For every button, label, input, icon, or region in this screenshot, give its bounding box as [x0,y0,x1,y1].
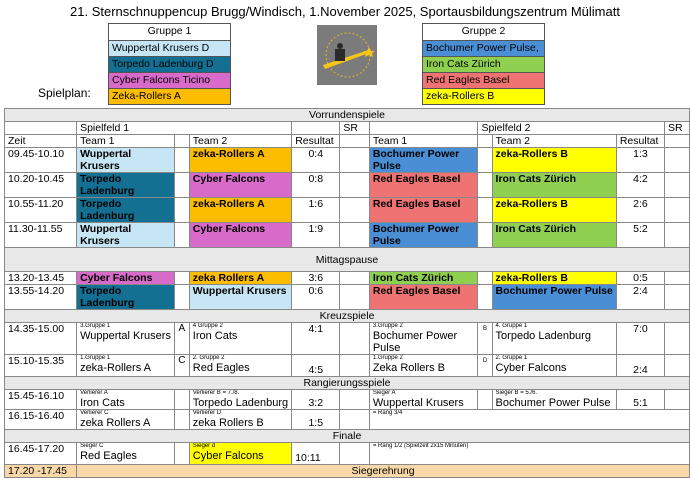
seed-note: Sieger A [372,390,396,396]
match-time: 10.55-11.20 [5,198,77,223]
match-result: 7:0 [616,323,664,355]
seed-note: 3.Gruppe 1 [80,323,111,329]
match-team: Zeka Rollers B [372,362,445,374]
resultat-header: Resultat [292,135,340,148]
seed-note: 4. Gruppe 1 [495,323,528,329]
group-1-box [108,23,231,105]
match-team: Wuppertal Krusers [80,330,171,342]
match-team: Torpedo Ladenburg [192,397,289,409]
match-time: 15.45-16.10 [5,390,77,410]
match-time: 16.15-16.40 [5,410,77,430]
team2-header: Team 2 [189,135,291,148]
seed-note: 2. Gruppe 1 [495,355,528,361]
match-result: 4:2 [616,173,664,198]
page-title: 21. Sternschnuppencup Brugg/Windisch, 1.November 2025, Sportausbildungszentrum Mülimatt [70,4,620,19]
spielplan-label: Spielplan: [38,86,91,100]
match-time: 11.30-11.55 [5,223,77,248]
match-team: Torpedo Ladenburg [77,198,175,223]
resultat-header: Resultat [616,135,664,148]
match-result: 5:2 [616,223,664,248]
table-row [5,148,690,173]
match-team: zeka Rollers A [80,417,151,429]
match-result: 1:3 [616,148,664,173]
match-code: B [478,323,492,355]
sr-header: SR [340,122,369,135]
match-result: 2:6 [616,198,664,223]
match-team: Red Eagles Basel [369,285,478,310]
match-team: Cyber Falcons [189,223,291,248]
match-result: 4:5 [292,355,340,377]
team1-header: Team 1 [77,135,175,148]
match-time: 13.55-14.20 [5,285,77,310]
match-team: Bochumer Power Pulse [372,330,458,354]
match-team: Red Eagles Basel [369,198,478,223]
table-row [5,223,690,248]
match-result: 0:8 [292,173,340,198]
group-1-team: Zeka-Rollers A [109,88,230,104]
section-finale: Finale [5,430,690,443]
rank-note: = Rang 3/4 [372,410,403,416]
seed-note: Sieger C [80,443,104,449]
schedule-table [4,108,690,478]
rank-note: = Rang 1/2 (Spielzeit 2x15 Minuten) [372,443,469,449]
match-code: A [174,323,189,355]
seed-note: Verlierer D [192,410,222,416]
match-team: Wuppertal Krusers [77,223,175,248]
match-team: zeka Rollers A [189,272,291,285]
match-team: Torpedo Ladenburg [77,285,175,310]
match-team: zeka-Rollers B [492,198,616,223]
match-team: Red Eagles Basel [369,173,478,198]
match-result: 10:11 [292,443,340,465]
seed-note: 2. Gruppe 2 [192,355,225,361]
match-team: Cyber Falcons [495,362,567,374]
table-row [5,390,690,410]
match-team: zeka Rollers B [192,417,264,429]
match-time: 15.10-15.35 [5,355,77,377]
match-code: D [478,355,492,377]
match-team: Bochumer Power Pulse [369,148,478,173]
match-result: 2:4 [616,285,664,310]
group-2-box [422,23,545,105]
shooting-star-icon [317,25,377,85]
table-row [5,355,690,377]
match-team: Cyber Falcons [189,173,291,198]
match-result: 0:6 [292,285,340,310]
match-team: Cyber Falcons [192,450,264,462]
table-row [5,443,690,465]
match-team: Iron Cats Zürich [492,173,616,198]
table-row [5,285,690,310]
match-result: 0:5 [616,272,664,285]
match-team: Iron Cats Zürich [492,223,616,248]
table-row [5,173,690,198]
match-result: 4:1 [292,323,340,355]
match-team: Iron Cats Zürich [369,272,478,285]
match-time: 17.20 -17.45 [5,465,77,478]
group-1-team: Cyber Falcons Ticino [109,72,230,88]
team2-header: Team 2 [492,135,616,148]
match-team: zeka-Rollers B [492,148,616,173]
match-result: 0:4 [292,148,340,173]
seed-note: 3.Gruppe 2 [372,323,403,329]
group-2-team: Bochumer Power Pulse, [423,40,544,56]
table-row [5,272,690,285]
group-1-team: Torpedo Ladenburg D [109,56,230,72]
table-row [5,323,690,355]
match-team: zeka-Rollers A [189,148,291,173]
match-result: 5:1 [616,390,664,410]
seed-note: Verlierer B = 7./8. [192,390,240,396]
match-code: C [174,355,189,377]
match-time: 09.45-10.10 [5,148,77,173]
match-team: Red Eagles [192,362,250,374]
section-vorrunde: Vorrundenspiele [5,109,690,122]
seed-note: 1.Gruppe 1 [80,355,111,361]
seed-note: Sieger B = 5./6. [495,390,538,396]
group-2-team: Red Eagles Basel [423,72,544,88]
match-result: 2:4 [616,355,664,377]
spielfeld-2-header: Spielfeld 2 [478,122,665,135]
match-result: 1:6 [292,198,340,223]
spielfeld-1-header: Spielfeld 1 [77,122,292,135]
section-mittagspause: Mittagspause [5,248,690,272]
sr-header: SR [665,122,690,135]
table-row [5,465,690,478]
section-kreuzspiele: Kreuzspiele [5,310,690,323]
group-2-team: zeka-Rollers B [423,88,544,104]
group-1-header: Gruppe 1 [109,24,230,40]
match-team: zeka-Rollers A [189,198,291,223]
group-2-team: Iron Cats Zürich [423,56,544,72]
table-row [5,198,690,223]
match-team: Wuppertal Krusers [372,397,464,409]
match-team: Iron Cats [80,397,125,409]
match-team: zeka-Rollers B [492,272,616,285]
match-time: 14.35-15.00 [5,323,77,355]
seed-note: Verlierer C [80,410,109,416]
seed-note: Verlierer A [80,390,108,396]
match-result: 3:6 [292,272,340,285]
team1-header: Team 1 [369,135,478,148]
group-1-team: Wuppertal Krusers D [109,40,230,56]
match-team: Torpedo Ladenburg [495,330,591,342]
seed-note: Sieger d [192,443,216,449]
match-team: Wuppertal Krusers [189,285,291,310]
match-team: Torpedo Ladenburg [77,173,175,198]
match-team: Wuppertal Krusers [77,148,175,173]
section-rangierungsspiele: Rangierungsspiele [5,377,690,390]
match-team: Bochumer Power Pulse [495,397,611,409]
tournament-logo [317,25,377,85]
group-2-header: Gruppe 2 [423,24,544,40]
match-team: zeka-Rollers A [80,362,151,374]
match-time: 10.20-10.45 [5,173,77,198]
match-team: Cyber Falcons [77,272,175,285]
match-result: 1:5 [292,410,340,430]
match-team: Bochumer Power Pulse [492,285,616,310]
zeit-header: Zeit [5,135,77,148]
section-siegerehrung: Siegerehrung [77,465,690,478]
match-result: 1:9 [292,223,340,248]
match-team: Red Eagles [80,450,137,462]
match-time: 13.20-13.45 [5,272,77,285]
seed-note: 1.Gruppe 2 [372,355,403,361]
match-team: Iron Cats [192,330,238,342]
match-team: Bochumer Power Pulse [369,223,478,248]
table-row [5,410,690,430]
seed-note: 4 Gruppe 2 [192,323,223,329]
match-time: 16.45-17.20 [5,443,77,465]
match-result: 3:2 [292,390,340,410]
